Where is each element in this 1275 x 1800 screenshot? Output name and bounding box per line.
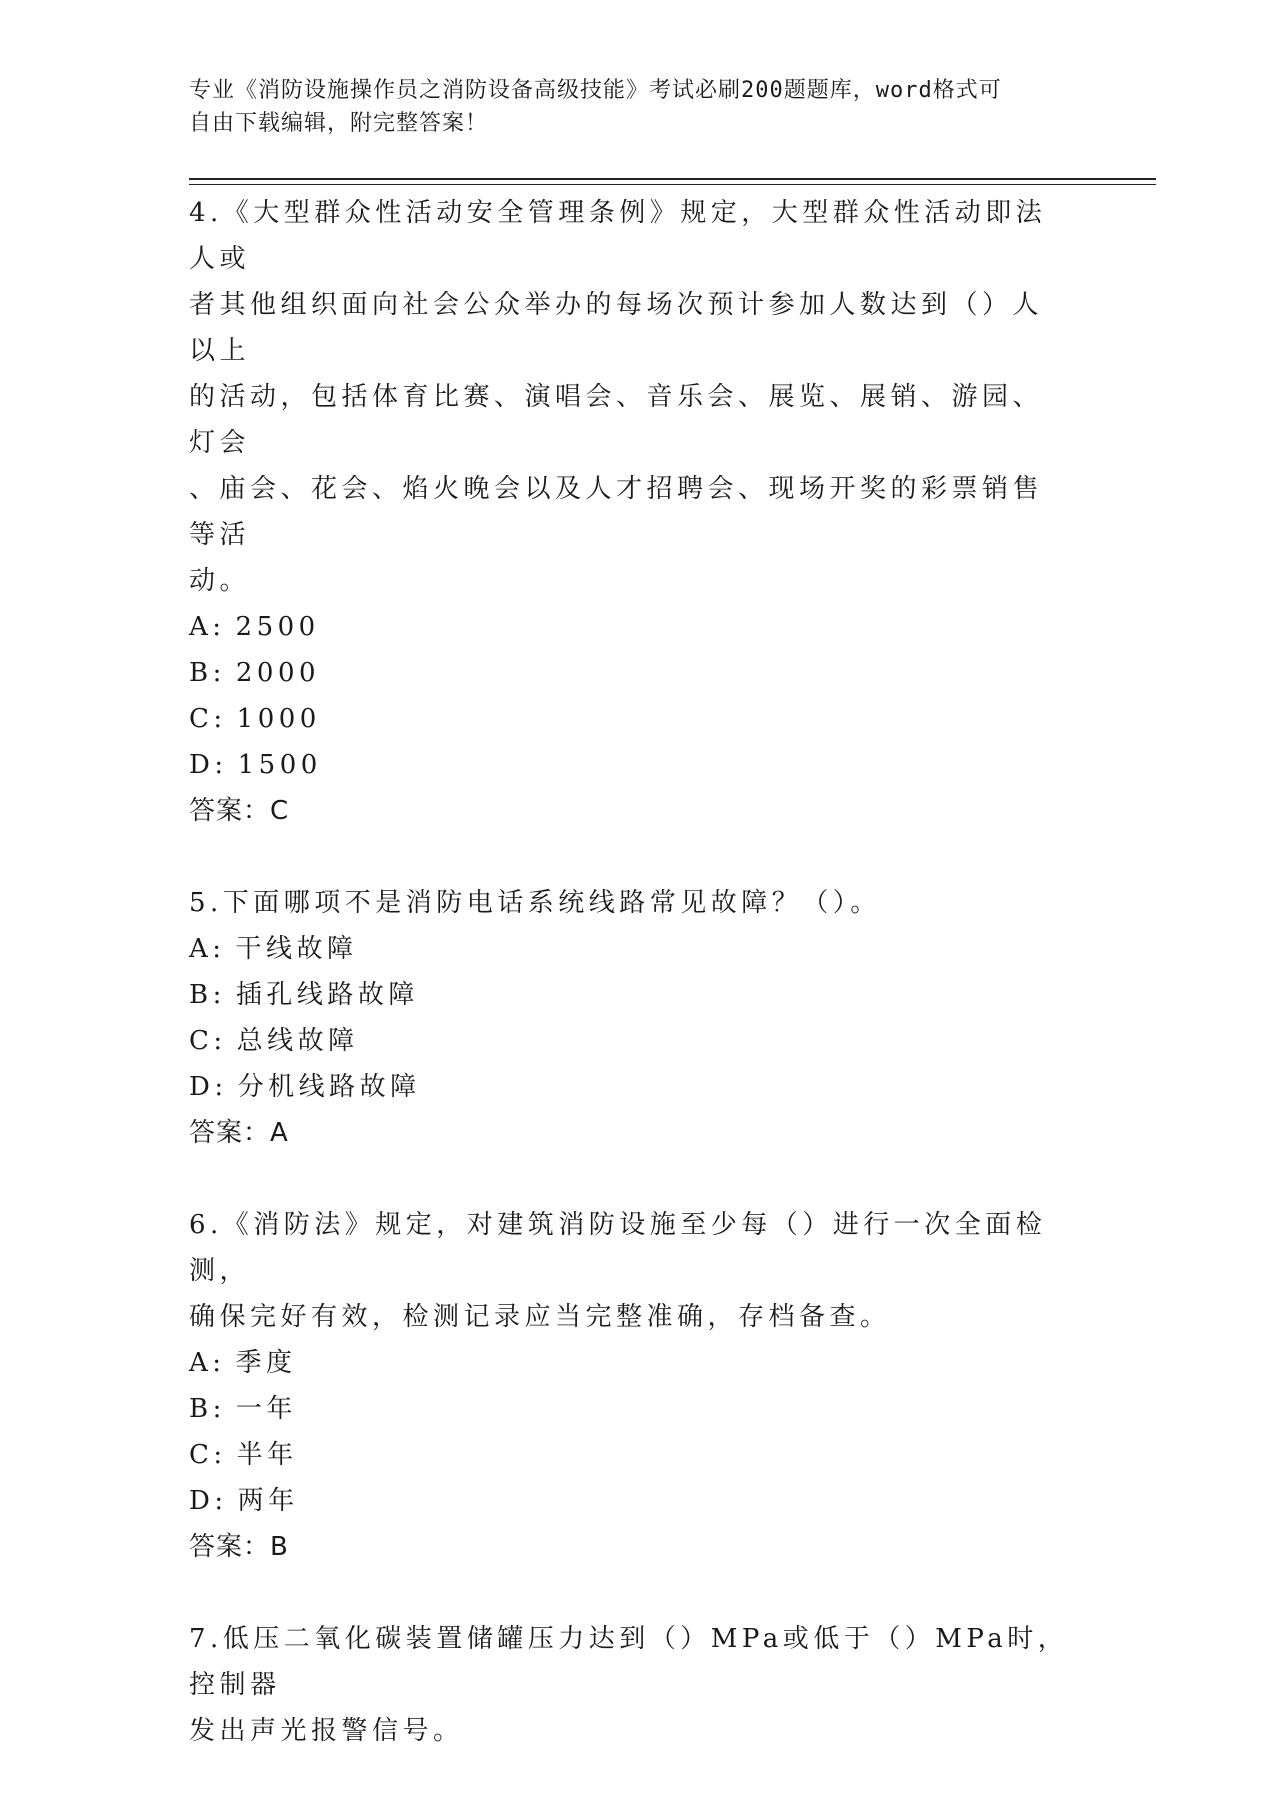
question-stem xyxy=(189,1616,1069,1754)
option-text: 插孔线路故障 xyxy=(235,980,419,1010)
option-text: 2500 xyxy=(235,612,320,642)
header-line-2: 自由下载编辑，附完整答案！ xyxy=(189,111,489,136)
question-stem-line: 、庙会、花会、焰火晚会以及人才招聘会、现场开奖的彩票销售等活 xyxy=(189,474,1044,550)
question-stem-line: 4.《大型群众性活动安全管理条例》规定，大型群众性活动即法人或 xyxy=(189,198,1047,274)
option-separator: : xyxy=(212,612,226,642)
question-block xyxy=(189,1202,1069,1570)
option-separator: : xyxy=(213,1026,227,1056)
answer-option xyxy=(189,696,1069,742)
question-stem xyxy=(189,880,1069,926)
option-text: 1500 xyxy=(237,750,322,780)
answer-option xyxy=(189,972,1069,1018)
option-key: A xyxy=(189,612,213,642)
option-separator: : xyxy=(212,1348,226,1378)
question-block xyxy=(189,1616,1069,1754)
question-stem-line: 5.下面哪项不是消防电话系统线路常见故障？（）。 xyxy=(189,888,881,918)
option-text: 2000 xyxy=(235,658,321,688)
answer-option xyxy=(189,926,1069,972)
answer-option xyxy=(189,1018,1069,1064)
question-stem-line: 确保完好有效，检测记录应当完整准确，存档备查。 xyxy=(189,1302,891,1332)
answer-key: 答案：A xyxy=(189,1118,289,1148)
option-separator: : xyxy=(214,1486,228,1516)
question-stem-line: 6.《消防法》规定，对建筑消防设施至少每（）进行一次全面检测， xyxy=(189,1210,1047,1286)
option-key: A xyxy=(189,934,213,964)
question-stem-line: 发出声光报警信号。 xyxy=(189,1716,464,1746)
option-key: C xyxy=(189,704,214,734)
question-stem xyxy=(189,190,1069,604)
option-separator: : xyxy=(212,1394,226,1424)
option-text: 两年 xyxy=(237,1486,299,1516)
option-separator: : xyxy=(212,658,226,688)
option-key: B xyxy=(189,980,213,1010)
header-line-1: 专业《消防设施操作员之消防设备高级技能》考试必刷200题题库，word格式可 xyxy=(189,78,1002,103)
option-text: 1000 xyxy=(236,704,321,734)
option-key: C xyxy=(189,1440,214,1470)
header-divider-thick xyxy=(189,178,1156,180)
answer-option xyxy=(189,1386,1069,1432)
document-header xyxy=(189,74,1079,140)
option-text: 一年 xyxy=(235,1394,297,1424)
option-text: 半年 xyxy=(236,1440,298,1470)
answer-option xyxy=(189,1478,1069,1524)
answer-option xyxy=(189,604,1069,650)
answer-key: 答案：C xyxy=(189,796,290,826)
option-key: B xyxy=(189,658,213,688)
option-separator: : xyxy=(214,750,228,780)
option-separator: : xyxy=(213,1440,227,1470)
question-list xyxy=(189,190,1069,1800)
header-divider-thin xyxy=(189,184,1156,185)
option-key: B xyxy=(189,1394,213,1424)
question-stem-line: 的活动，包括体育比赛、演唱会、音乐会、展览、展销、游园、灯会 xyxy=(189,382,1044,458)
answer-option xyxy=(189,1064,1069,1110)
question-block xyxy=(189,190,1069,834)
option-text: 干线故障 xyxy=(235,934,358,964)
option-text: 季度 xyxy=(235,1348,297,1378)
question-stem xyxy=(189,1202,1069,1340)
option-separator: : xyxy=(214,1072,228,1102)
question-stem-line: 7.低压二氧化碳装置储罐压力达到（）MPa或低于（）MPa时，控制器 xyxy=(189,1624,1069,1700)
answer-option xyxy=(189,650,1069,696)
question-stem-line: 者其他组织面向社会公众举办的每场次预计参加人数达到（）人以上 xyxy=(189,290,1044,366)
answer-option xyxy=(189,742,1069,788)
option-key: A xyxy=(189,1348,213,1378)
question-block xyxy=(189,880,1069,1156)
option-key: D xyxy=(189,1072,215,1102)
option-text: 总线故障 xyxy=(236,1026,359,1056)
answer-option xyxy=(189,1340,1069,1386)
answer-option xyxy=(189,1432,1069,1478)
option-key: D xyxy=(189,1486,215,1516)
answer-key: 答案：B xyxy=(189,1532,289,1562)
option-key: D xyxy=(189,750,215,780)
option-key: C xyxy=(189,1026,214,1056)
option-separator: : xyxy=(212,934,226,964)
option-separator: : xyxy=(213,704,227,734)
question-stem-line: 动。 xyxy=(189,566,251,596)
option-separator: : xyxy=(212,980,226,1010)
option-text: 分机线路故障 xyxy=(237,1072,421,1102)
